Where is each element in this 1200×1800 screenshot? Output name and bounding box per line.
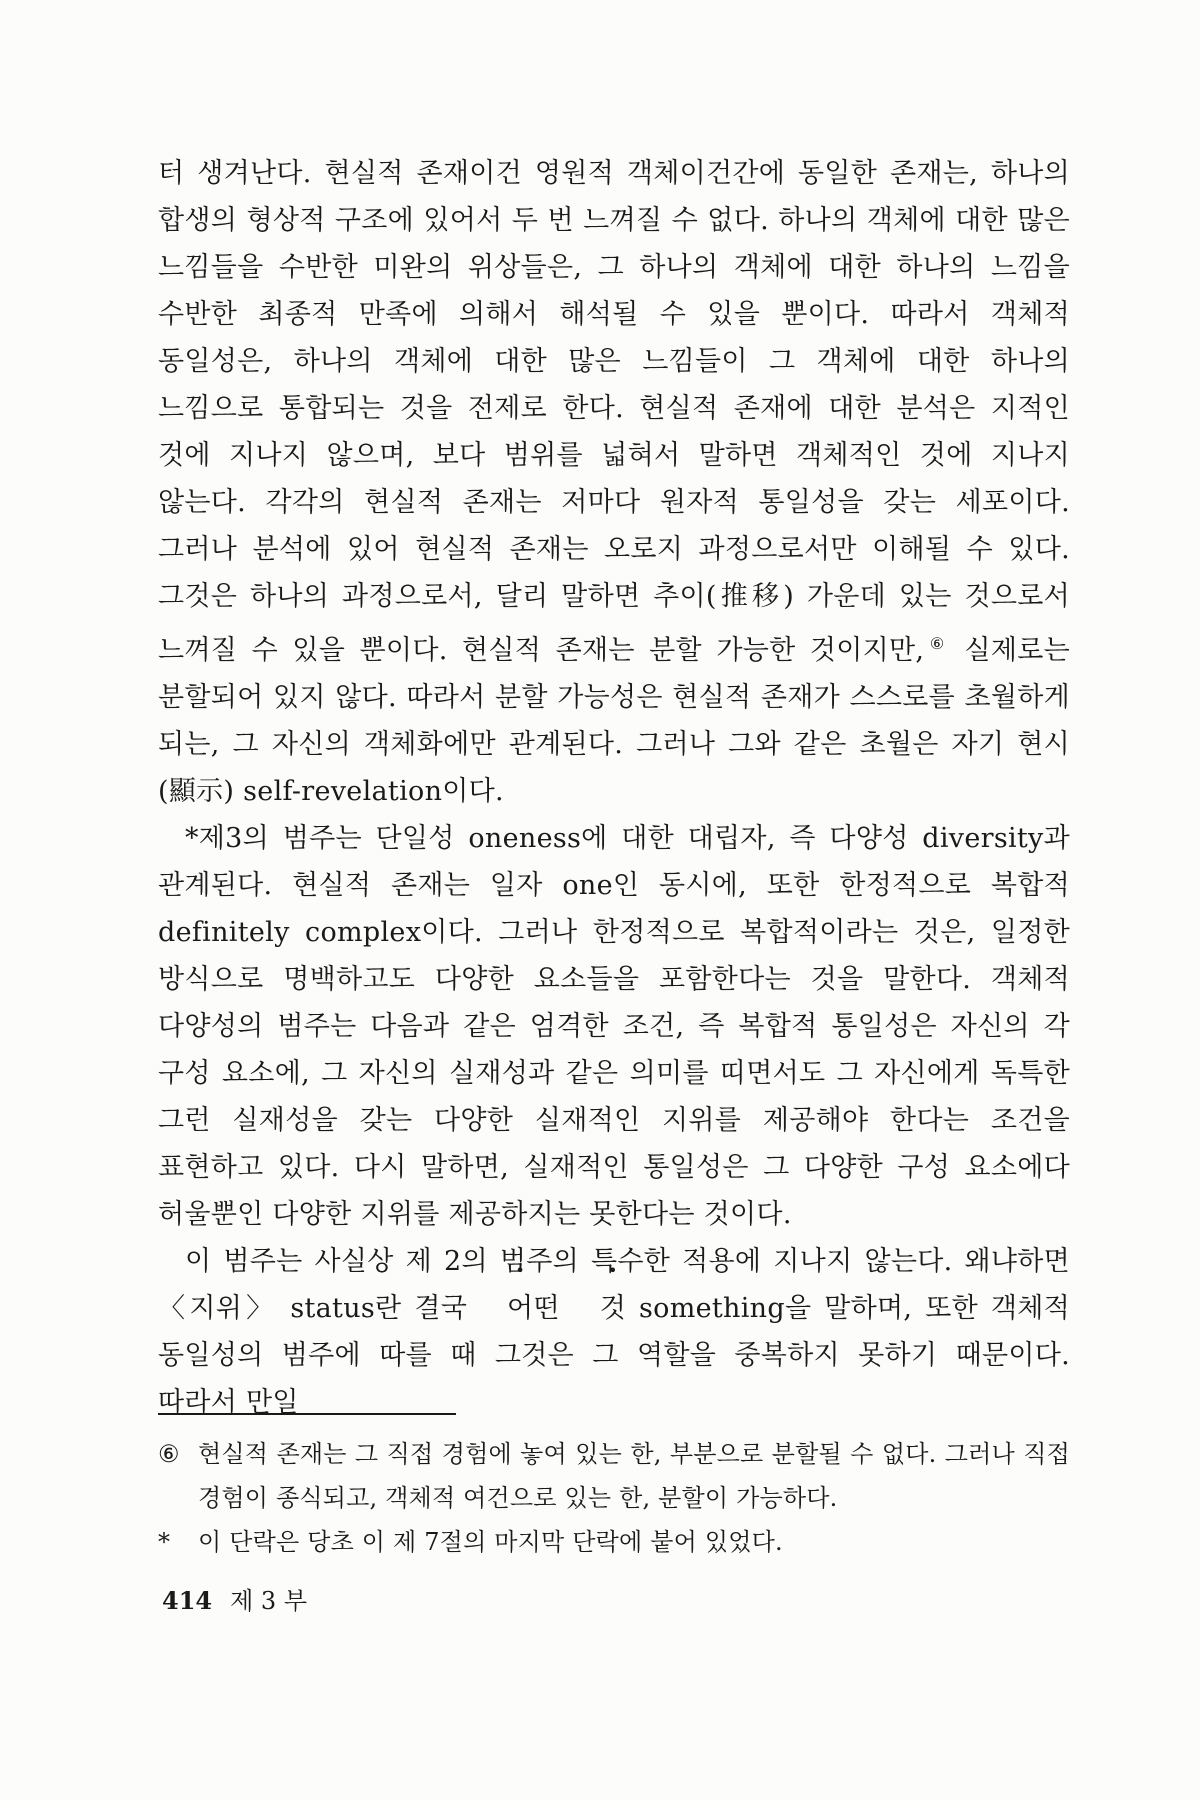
emphasis-dot-char-2: 것 <box>599 1293 627 1324</box>
footnote-divider <box>158 1413 456 1415</box>
emphasis-dot-char-1: 어 <box>507 1293 534 1324</box>
footnote-text: 이 단락은 당초 이 제 7절의 마지막 단락에 붙어 있었다. <box>198 1528 783 1556</box>
paragraph-3-text-a: 이 범주는 사실상 제 2의 범주의 특수한 적용에 지나지 않는다. 왜냐하면 〈지위〉 status란 결국 <box>158 1246 1070 1324</box>
paragraph-3 <box>158 1238 1070 1426</box>
footnotes <box>158 1432 1070 1564</box>
paragraph-1-continued: 실제로는 분할되어 있지 않다. 따라서 분할 가능성은 현실적 존재가 스스로를 초월하게 되는, 그 자신의 객체화에만 관계된다. 그러나 그와 같은 초월은 자기 현시(顯示) self-revelation이다. <box>158 635 1070 807</box>
footnote-text: 현실적 존재는 그 직접 경험에 놓여 있는 한, 부분으로 분할될 수 없다. 그러나 직접 경험이 종식되고, 객체적 여건으로 있는 한, 분할이 가능하다. <box>198 1440 1070 1512</box>
footnote-mark: * <box>158 1528 171 1556</box>
page-number: 414 <box>162 1586 213 1615</box>
paragraph-2: *제3의 범주는 단일성 oneness에 대한 대립자, 즉 다양성 diversity과 관계된다. 현실적 존재는 일자 one인 동시에, 또한 한정적으로 복합적 definitely complex이다. 그러나 한정적으로 복합적이라는 것은, 일정한 방식으로 명백하고도 다양한 요소들을 포함한다는 것을 말한다. 객체적 다양성의 범주는 다음과 같은 엄격한 조건, 즉 복합적 통일성은 자신의 각 구성 요소에, 그 자신의 실재성과 같은 의미를 띠면서도 그 자신에게 독특한 그런 실재성을 갖는 다양한 실재적인 지위를 제공해야 한다는 조건을 표현하고 있다. 다시 말하면, 실재적인 통일성은 그 다양한 구성 요소에다 허울뿐인 다양한 지위를 제공하지는 못한다는 것이다. <box>158 823 1070 1230</box>
footnote-asterisk <box>158 1520 1070 1564</box>
running-section: 제 3 부 <box>230 1587 308 1615</box>
body-text <box>158 150 1070 1426</box>
footnote-6 <box>158 1432 1070 1520</box>
footnote-ref-6[interactable]: ⑥ <box>924 634 951 653</box>
paragraph-1 <box>158 150 1070 815</box>
paragraph-3-text-b: 떤 <box>533 1293 573 1324</box>
paragraph-3-text-c: something을 말하며, 또한 객체적 동일성의 범주에 따를 때 그것은 그 역할을 중복하지 못하기 때문이다. 따라서 만일 <box>158 1293 1071 1418</box>
page-footer <box>162 1586 307 1616</box>
footnote-mark: ⑥ <box>158 1440 180 1468</box>
paragraph-1-text: 터 생겨난다. 현실적 존재이건 영원적 객체이건간에 동일한 존재는, 하나의 합생의 형상적 구조에 있어서 두 번 느껴질 수 없다. 하나의 객체에 대한 많은 느낌들을 수반한 미완의 위상들은, 그 하나의 객체에 대한 하나의 느낌을 수반한 최종적 만족에 의해서 해석될 수 있을 뿐이다. 따라서 객체적 동일성은, 하나의 객체에 대한 많은 느낌들이 그 객체에 대한 하나의 느낌으로 통합되는 것을 전제로 한다. 현실적 존재에 대한 분석은 지적인 것에 지나지 않으며, 보다 범위를 넓혀서 말하면 객체적인 것에 지나지 않는다. 각각의 현실적 존재는 저마다 원자적 통일성을 갖는 세포이다. 그러나 분석에 있어 현실적 존재는 오로지 과정으로서만 이해될 수 있다. 그것은 하나의 과정으로서, 달리 말하면 추이(推移) 가운데 있는 것으로서 느껴질 수 있을 뿐이다. 현실적 존재는 분할 가능한 것이지만, <box>158 158 1070 666</box>
